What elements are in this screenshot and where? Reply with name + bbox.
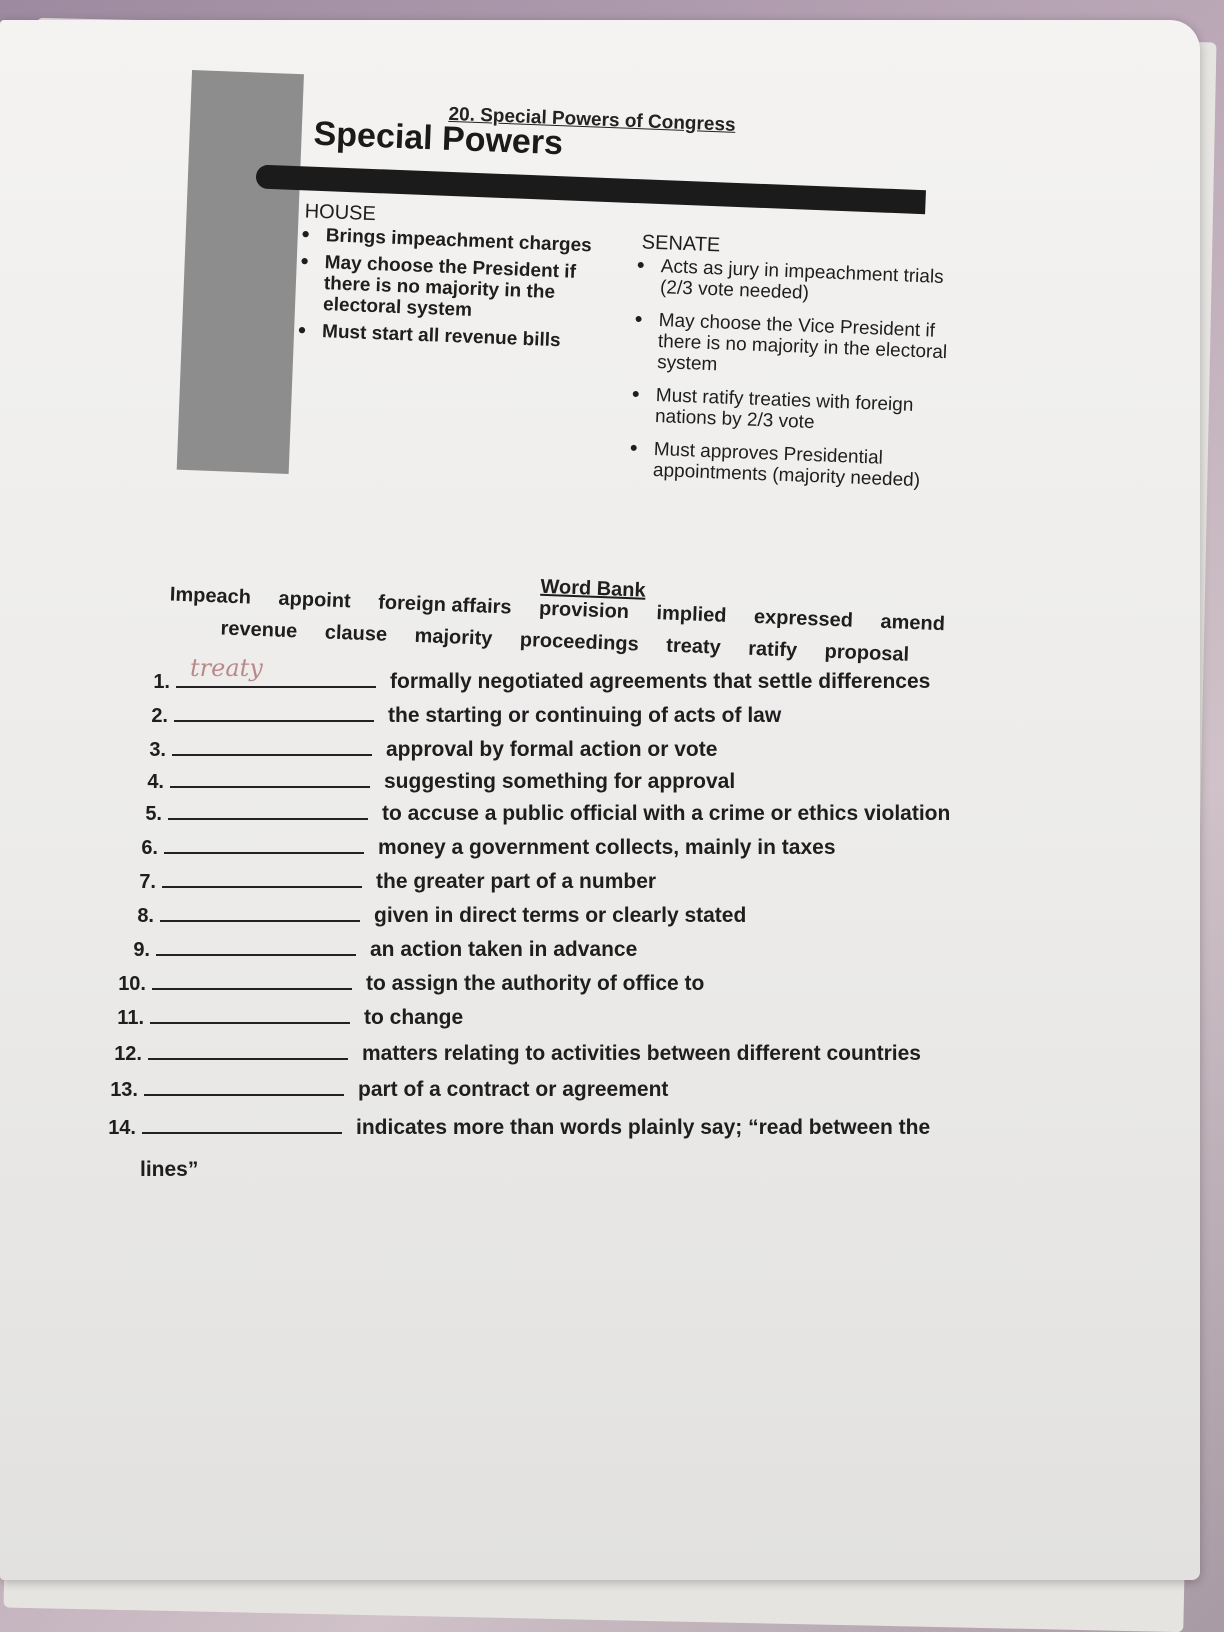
word-bank-term: ratify (747, 637, 798, 662)
question-row (106, 868, 656, 898)
house-power-item: • May choose the President if there is no majority in the electoral system (297, 251, 619, 326)
answer-blank[interactable] (172, 736, 372, 756)
word-bank-term: appoint (278, 587, 352, 613)
answer-blank[interactable] (148, 1040, 348, 1060)
question-number: 8. (137, 905, 154, 927)
handwritten-answer: treaty (190, 654, 263, 682)
answer-blank[interactable] (164, 834, 364, 854)
word-bank-term: proceedings (519, 628, 640, 656)
answer-blank[interactable] (176, 654, 376, 688)
question-row (100, 936, 637, 966)
answer-blank[interactable] (150, 1004, 350, 1024)
senate-powers-list (626, 255, 965, 504)
question-number: 4. (147, 771, 164, 793)
senate-power-item: • Acts as jury in impeachment trials (2/3 vote needed) (634, 255, 965, 310)
house-heading: HOUSE (304, 200, 377, 226)
word-bank-term: foreign affairs (377, 591, 512, 619)
answer-blank[interactable] (160, 902, 360, 922)
question-number: 5. (145, 803, 162, 825)
document-header: 20. Special Powers of Congress (448, 103, 736, 136)
question-row (114, 768, 735, 798)
word-bank-term: clause (324, 621, 388, 646)
question-number: 12. (114, 1043, 142, 1065)
senate-heading: SENATE (641, 231, 721, 257)
page-title: Special Powers (312, 114, 564, 163)
answer-blank[interactable] (156, 936, 356, 956)
answer-blank[interactable] (162, 868, 362, 888)
question-number: 14. (108, 1117, 136, 1139)
word-bank-title: Word Bank (540, 575, 647, 602)
question-row (108, 834, 836, 864)
question-definition: formally negotiated agreements that settle differences (390, 670, 931, 693)
question-number: 10. (118, 973, 146, 995)
question-row (112, 800, 950, 830)
question-number: 1. (153, 671, 170, 693)
word-bank-term: amend (880, 610, 946, 636)
house-power-item: • Must start all revenue bills (296, 320, 617, 353)
question-row (86, 1114, 930, 1144)
question-number: 9. (133, 939, 150, 961)
word-bank-term: provision (538, 597, 630, 624)
word-bank-term: implied (656, 602, 727, 627)
word-bank-term: Impeach (169, 583, 252, 609)
question-row (116, 736, 717, 766)
decorative-gray-bar (177, 70, 304, 474)
question-definition: matters relating to activities between different countries (362, 1042, 921, 1065)
question-number: 13. (110, 1079, 138, 1101)
question-definition: an action taken in advance (370, 938, 638, 961)
answer-blank[interactable] (144, 1076, 344, 1096)
senate-power-item: • May choose the Vice President if there is no majority in the electoral system (631, 309, 963, 385)
senate-power-item: • Must approves Presidential appointments (majority needed) (627, 438, 958, 493)
question-number: 11. (117, 1007, 144, 1029)
house-powers-list (295, 224, 619, 359)
answer-blank[interactable] (152, 970, 352, 990)
answer-blank[interactable] (174, 702, 374, 722)
question-number: 2. (151, 705, 168, 727)
answer-blank[interactable] (170, 768, 370, 788)
question-definition: money a government collects, mainly in taxes (378, 836, 836, 859)
word-bank-term: treaty (665, 634, 722, 659)
question-definition: the greater part of a number (376, 870, 657, 893)
question-definition: to assign the authority of office to (366, 972, 705, 995)
question-row (120, 654, 931, 698)
word-bank-term: revenue (220, 617, 298, 643)
word-bank-term: expressed (753, 605, 854, 632)
word-bank-term: proposal (824, 640, 910, 666)
question-definition: part of a contract or agreement (358, 1078, 669, 1101)
question-row (104, 902, 746, 932)
question-row (96, 970, 704, 1000)
question-row (94, 1004, 463, 1034)
word-bank-term: majority (414, 624, 493, 650)
answer-blank[interactable] (168, 800, 368, 820)
question-definition: to accuse a public official with a crime or ethics violation (382, 802, 951, 825)
question-number: 7. (139, 871, 156, 893)
question-row (92, 1040, 921, 1070)
senate-power-item: • Must ratify treaties with foreign nations by 2/3 vote (629, 384, 960, 439)
question-definition: suggesting something for approval (384, 770, 736, 793)
answer-blank[interactable] (142, 1114, 342, 1134)
question-definition: approval by formal action or vote (386, 738, 718, 761)
question-number: 3. (149, 739, 166, 761)
question-definition: to change (364, 1006, 464, 1029)
house-power-item: • Brings impeachment charges (299, 224, 620, 257)
question-row (118, 702, 781, 732)
question-14-continuation: lines” (140, 1158, 199, 1181)
question-definition: the starting or continuing of acts of law (388, 704, 782, 727)
question-number: 6. (141, 837, 158, 859)
question-definition: given in direct terms or clearly stated (374, 904, 747, 927)
question-row (88, 1076, 668, 1106)
question-definition: indicates more than words plainly say; “read between the (356, 1116, 931, 1139)
